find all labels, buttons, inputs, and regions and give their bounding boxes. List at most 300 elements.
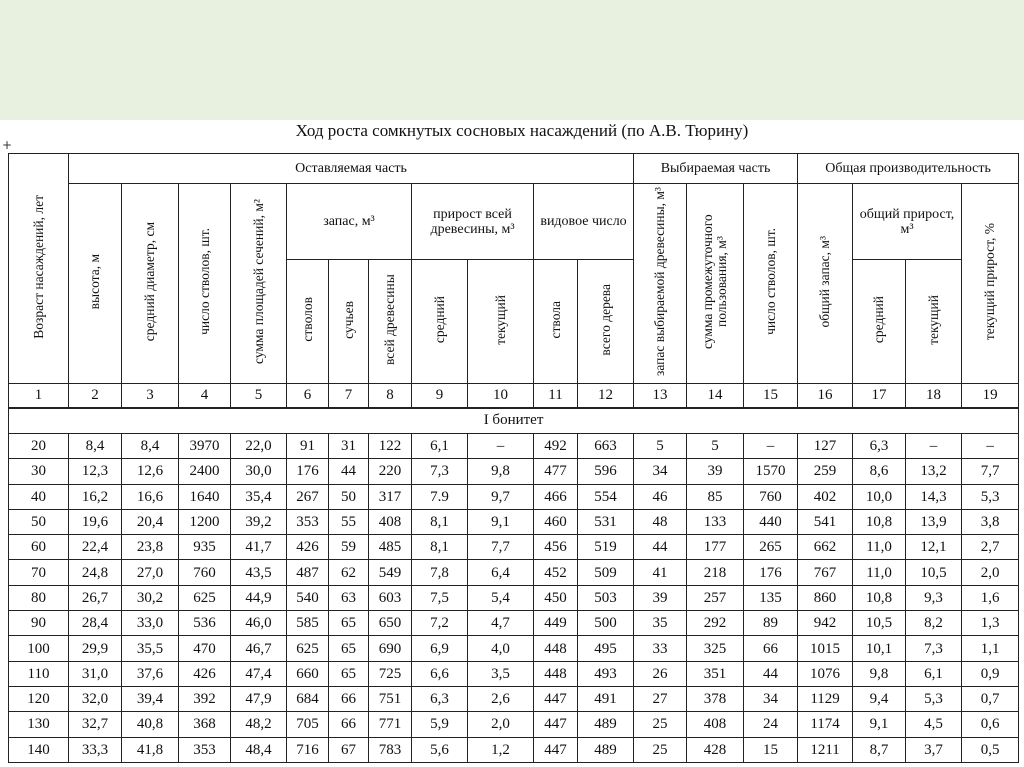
table-cell: 1,1 <box>962 636 1019 661</box>
header-height: высота, м <box>69 184 122 384</box>
table-cell: 489 <box>578 712 634 737</box>
table-cell: 426 <box>179 661 231 686</box>
table-cell: 783 <box>369 737 412 762</box>
table-cell: 487 <box>287 560 329 585</box>
table-cell: 408 <box>369 509 412 534</box>
table-cell: 705 <box>287 712 329 737</box>
table-cell: 7,2 <box>412 611 468 636</box>
table-cell: 1211 <box>798 737 853 762</box>
table-cell: 8,1 <box>412 535 468 560</box>
table-cell: 650 <box>369 611 412 636</box>
table-cell: 10,8 <box>853 509 906 534</box>
table-row <box>9 585 1019 610</box>
table-cell: 2,6 <box>468 686 534 711</box>
table-cell: 3,5 <box>468 661 534 686</box>
table-cell: 11,0 <box>853 535 906 560</box>
table-cell: 65 <box>329 636 369 661</box>
table-cell: 477 <box>534 459 578 484</box>
header-ff-tree: всего дерева <box>578 260 634 384</box>
table-cell: 50 <box>9 509 69 534</box>
table-cell: 80 <box>9 585 69 610</box>
table-cell: 10,8 <box>853 585 906 610</box>
column-number: 16 <box>798 384 853 408</box>
header-ff-stem: ствола <box>534 260 578 384</box>
table-cell: 1,6 <box>962 585 1019 610</box>
table-cell: 3,8 <box>962 509 1019 534</box>
table-cell: 509 <box>578 560 634 585</box>
table-cell: 6,6 <box>412 661 468 686</box>
table-cell: 0,5 <box>962 737 1019 762</box>
table-row <box>9 535 1019 560</box>
table-row <box>9 712 1019 737</box>
column-number: 17 <box>853 384 906 408</box>
table-cell: 460 <box>534 509 578 534</box>
table-cell: 65 <box>329 661 369 686</box>
table-cell: 660 <box>287 661 329 686</box>
table-cell: 1076 <box>798 661 853 686</box>
table-cell: 12,1 <box>906 535 962 560</box>
table-cell: 59 <box>329 535 369 560</box>
table-row <box>9 509 1019 534</box>
table-cell: 767 <box>798 560 853 585</box>
table-cell: 663 <box>578 434 634 459</box>
table-cell: 5 <box>634 434 687 459</box>
table-cell: – <box>744 434 798 459</box>
table-cell: 16,6 <box>122 484 179 509</box>
table-cell: 29,9 <box>69 636 122 661</box>
table-cell: 470 <box>179 636 231 661</box>
table-cell: 9,1 <box>468 509 534 534</box>
table-cell: 8,6 <box>853 459 906 484</box>
header-interim-sum: сумма промежуточного пользования, м³ <box>687 184 744 384</box>
table-cell: 554 <box>578 484 634 509</box>
table-cell: 2,0 <box>468 712 534 737</box>
table-cell: 218 <box>687 560 744 585</box>
table-cell: 1640 <box>179 484 231 509</box>
table-cell: 6,4 <box>468 560 534 585</box>
column-number: 14 <box>687 384 744 408</box>
table-cell: 257 <box>687 585 744 610</box>
column-number-row <box>9 384 1019 408</box>
table-cell: 67 <box>329 737 369 762</box>
table-cell: 2,0 <box>962 560 1019 585</box>
table-cell: 771 <box>369 712 412 737</box>
table-row <box>9 686 1019 711</box>
table-cell: 452 <box>534 560 578 585</box>
table-cell: 62 <box>329 560 369 585</box>
table-cell: 43,5 <box>231 560 287 585</box>
table-cell: 40,8 <box>122 712 179 737</box>
table-cell: 7,7 <box>468 535 534 560</box>
table-row <box>9 459 1019 484</box>
table-cell: 440 <box>744 509 798 534</box>
header-increment-all: прирост всей древесины, м³ <box>412 184 534 260</box>
table-cell: 177 <box>687 535 744 560</box>
table-cell: 1015 <box>798 636 853 661</box>
table-cell: 120 <box>9 686 69 711</box>
table-cell: 39 <box>634 585 687 610</box>
table-cell: 220 <box>369 459 412 484</box>
table-cell: 37,6 <box>122 661 179 686</box>
table-row <box>9 611 1019 636</box>
table-cell: 41,7 <box>231 535 287 560</box>
table-cell: 12,3 <box>69 459 122 484</box>
table-cell: 25 <box>634 737 687 762</box>
table-cell: 25 <box>634 712 687 737</box>
table-cell: 549 <box>369 560 412 585</box>
table-cell: 35 <box>634 611 687 636</box>
table-cell: 15 <box>744 737 798 762</box>
table-cell: 0,6 <box>962 712 1019 737</box>
table-row <box>9 434 1019 459</box>
table-cell: 41 <box>634 560 687 585</box>
table-cell: 408 <box>687 712 744 737</box>
table-cell: 9,3 <box>906 585 962 610</box>
column-number: 13 <box>634 384 687 408</box>
table-cell: 0,7 <box>962 686 1019 711</box>
table-cell: 8,4 <box>69 434 122 459</box>
table-cell: 28,4 <box>69 611 122 636</box>
header-group-remaining: Оставляемая часть <box>69 154 634 184</box>
table-cell: 9,7 <box>468 484 534 509</box>
table-cell: – <box>962 434 1019 459</box>
column-number: 4 <box>179 384 231 408</box>
header-stock-branches: сучьев <box>329 260 369 384</box>
column-number: 9 <box>412 384 468 408</box>
header-group-harvest: Выбираемая часть <box>634 154 798 184</box>
table-cell: 5 <box>687 434 744 459</box>
table-cell: 41,8 <box>122 737 179 762</box>
table-cell: 39,4 <box>122 686 179 711</box>
table-cell: 48,2 <box>231 712 287 737</box>
table-cell: 8,2 <box>906 611 962 636</box>
header-harvest-stock: запас выбираемой древесины, м³ <box>634 184 687 384</box>
column-number: 15 <box>744 384 798 408</box>
table-cell: 47,4 <box>231 661 287 686</box>
table-cell: 5,3 <box>962 484 1019 509</box>
table-move-handle[interactable]: + <box>2 138 13 152</box>
table-cell: 39 <box>687 459 744 484</box>
growth-table-wrapper <box>8 153 1018 763</box>
table-cell: 31 <box>329 434 369 459</box>
table-cell: 9,4 <box>853 686 906 711</box>
table-cell: 110 <box>9 661 69 686</box>
header-total-incr-mean: средний <box>853 260 906 384</box>
table-cell: 22,0 <box>231 434 287 459</box>
table-cell: 30,2 <box>122 585 179 610</box>
table-cell: 596 <box>578 459 634 484</box>
table-cell: 7,8 <box>412 560 468 585</box>
table-cell: 44 <box>744 661 798 686</box>
table-cell: 35,4 <box>231 484 287 509</box>
table-cell: 27,0 <box>122 560 179 585</box>
header-current-incr-pct: текущий прирост, % <box>962 184 1019 384</box>
table-cell: 491 <box>578 686 634 711</box>
table-cell: 33,3 <box>69 737 122 762</box>
table-cell: 32,0 <box>69 686 122 711</box>
table-cell: 292 <box>687 611 744 636</box>
table-cell: 39,2 <box>231 509 287 534</box>
column-number: 6 <box>287 384 329 408</box>
table-cell: 662 <box>798 535 853 560</box>
table-cell: 392 <box>179 686 231 711</box>
table-cell: 10,0 <box>853 484 906 509</box>
table-cell: 265 <box>744 535 798 560</box>
table-row <box>9 661 1019 686</box>
table-cell: 24,8 <box>69 560 122 585</box>
table-cell: 368 <box>179 712 231 737</box>
table-cell: 11,0 <box>853 560 906 585</box>
table-cell: 503 <box>578 585 634 610</box>
table-cell: 426 <box>287 535 329 560</box>
table-cell: 32,7 <box>69 712 122 737</box>
table-cell: 133 <box>687 509 744 534</box>
table-cell: 1174 <box>798 712 853 737</box>
table-cell: 5,4 <box>468 585 534 610</box>
table-cell: 447 <box>534 712 578 737</box>
top-banner <box>0 0 1024 120</box>
table-cell: 6,3 <box>853 434 906 459</box>
table-cell: 90 <box>9 611 69 636</box>
column-number: 18 <box>906 384 962 408</box>
header-incr-mean: средний <box>412 260 468 384</box>
table-cell: 6,1 <box>906 661 962 686</box>
column-number: 2 <box>69 384 122 408</box>
table-cell: 22,4 <box>69 535 122 560</box>
table-cell: 690 <box>369 636 412 661</box>
table-cell: 9,8 <box>853 661 906 686</box>
table-cell: 176 <box>744 560 798 585</box>
table-cell: 4,0 <box>468 636 534 661</box>
table-cell: 60 <box>9 535 69 560</box>
table-cell: 449 <box>534 611 578 636</box>
section-label: I бонитет <box>9 408 1019 434</box>
table-cell: 85 <box>687 484 744 509</box>
column-number: 7 <box>329 384 369 408</box>
table-cell: 716 <box>287 737 329 762</box>
table-cell: 428 <box>687 737 744 762</box>
table-cell: 6,1 <box>412 434 468 459</box>
table-cell: 489 <box>578 737 634 762</box>
table-cell: 10,1 <box>853 636 906 661</box>
table-cell: 26,7 <box>69 585 122 610</box>
table-cell: 402 <box>798 484 853 509</box>
table-cell: 91 <box>287 434 329 459</box>
table-cell: 44 <box>329 459 369 484</box>
table-cell: 942 <box>798 611 853 636</box>
table-cell: 23,8 <box>122 535 179 560</box>
table-cell: 760 <box>744 484 798 509</box>
table-cell: 1,2 <box>468 737 534 762</box>
table-cell: 6,3 <box>412 686 468 711</box>
table-cell: 447 <box>534 737 578 762</box>
page-title: Ход роста сомкнутых сосновых насаждений (по А.В. Тюрину) <box>295 121 749 140</box>
column-number: 3 <box>122 384 179 408</box>
table-cell: 7,3 <box>906 636 962 661</box>
table-cell: 135 <box>744 585 798 610</box>
table-cell: 46,7 <box>231 636 287 661</box>
table-cell: 10,5 <box>906 560 962 585</box>
table-cell: 12,6 <box>122 459 179 484</box>
column-number: 19 <box>962 384 1019 408</box>
column-number: 10 <box>468 384 534 408</box>
table-cell: 34 <box>634 459 687 484</box>
section-row <box>9 408 1019 434</box>
table-cell: 935 <box>179 535 231 560</box>
table-cell: 13,2 <box>906 459 962 484</box>
table-cell: 5,3 <box>906 686 962 711</box>
table-cell: 66 <box>329 712 369 737</box>
table-cell: 317 <box>369 484 412 509</box>
table-cell: 66 <box>744 636 798 661</box>
table-cell: 14,3 <box>906 484 962 509</box>
table-cell: 3,7 <box>906 737 962 762</box>
table-cell: 1,3 <box>962 611 1019 636</box>
table-cell: 760 <box>179 560 231 585</box>
table-cell: 725 <box>369 661 412 686</box>
table-cell: 50 <box>329 484 369 509</box>
table-cell: 351 <box>687 661 744 686</box>
table-cell: 448 <box>534 636 578 661</box>
table-cell: 531 <box>578 509 634 534</box>
table-cell: 585 <box>287 611 329 636</box>
header-group-total: Общая производительность <box>798 154 1019 184</box>
table-cell: 450 <box>534 585 578 610</box>
table-cell: 130 <box>9 712 69 737</box>
table-cell: 122 <box>369 434 412 459</box>
table-cell: 448 <box>534 661 578 686</box>
header-harvest-stems: число стволов, шт. <box>744 184 798 384</box>
table-cell: 127 <box>798 434 853 459</box>
table-cell: 46,0 <box>231 611 287 636</box>
table-cell: 259 <box>798 459 853 484</box>
table-cell: 65 <box>329 611 369 636</box>
table-cell: 540 <box>287 585 329 610</box>
table-cell: 751 <box>369 686 412 711</box>
header-diameter: средний диаметр, см <box>122 184 179 384</box>
table-cell: 536 <box>179 611 231 636</box>
table-cell: 33 <box>634 636 687 661</box>
table-cell: 47,9 <box>231 686 287 711</box>
table-cell: 0,9 <box>962 661 1019 686</box>
table-cell: 16,2 <box>69 484 122 509</box>
table-cell: 485 <box>369 535 412 560</box>
table-cell: 27 <box>634 686 687 711</box>
table-cell: 492 <box>534 434 578 459</box>
table-cell: 8,1 <box>412 509 468 534</box>
table-cell: 3970 <box>179 434 231 459</box>
table-cell: 378 <box>687 686 744 711</box>
table-cell: 8,4 <box>122 434 179 459</box>
column-number: 11 <box>534 384 578 408</box>
header-stock: запас, м³ <box>287 184 412 260</box>
table-cell: 860 <box>798 585 853 610</box>
table-row <box>9 636 1019 661</box>
table-cell: 55 <box>329 509 369 534</box>
table-cell: 46 <box>634 484 687 509</box>
table-cell: 66 <box>329 686 369 711</box>
table-cell: 5,9 <box>412 712 468 737</box>
table-cell: 1129 <box>798 686 853 711</box>
table-cell: 1200 <box>179 509 231 534</box>
table-cell: 31,0 <box>69 661 122 686</box>
column-number: 8 <box>369 384 412 408</box>
table-cell: 9,1 <box>853 712 906 737</box>
table-cell: 10,5 <box>853 611 906 636</box>
header-age: Возраст насаждений, лет <box>9 154 69 384</box>
table-cell: 519 <box>578 535 634 560</box>
table-cell: 70 <box>9 560 69 585</box>
column-number: 12 <box>578 384 634 408</box>
header-total-increment: общий прирост, м³ <box>853 184 962 260</box>
table-cell: 495 <box>578 636 634 661</box>
table-cell: 5,6 <box>412 737 468 762</box>
table-cell: 34 <box>744 686 798 711</box>
table-cell: 20 <box>9 434 69 459</box>
header-stock-stems: стволов <box>287 260 329 384</box>
header-stems-count: число стволов, шт. <box>179 184 231 384</box>
table-cell: 4,5 <box>906 712 962 737</box>
table-row <box>9 737 1019 762</box>
table-cell: – <box>468 434 534 459</box>
table-cell: 541 <box>798 509 853 534</box>
table-cell: 44,9 <box>231 585 287 610</box>
table-cell: 353 <box>179 737 231 762</box>
table-cell: 48,4 <box>231 737 287 762</box>
table-cell: 684 <box>287 686 329 711</box>
table-cell: 625 <box>179 585 231 610</box>
table-cell: 6,9 <box>412 636 468 661</box>
header-total-incr-current: текущий <box>906 260 962 384</box>
table-cell: 603 <box>369 585 412 610</box>
column-number: 5 <box>231 384 287 408</box>
table-cell: 26 <box>634 661 687 686</box>
column-number: 1 <box>9 384 69 408</box>
table-cell: 48 <box>634 509 687 534</box>
table-cell: 7.9 <box>412 484 468 509</box>
table-cell: 353 <box>287 509 329 534</box>
table-cell: 447 <box>534 686 578 711</box>
table-cell: 325 <box>687 636 744 661</box>
header-basal-area: сумма площадей сечений, м² <box>231 184 287 384</box>
table-cell: 33,0 <box>122 611 179 636</box>
table-cell: 89 <box>744 611 798 636</box>
table-cell: 30 <box>9 459 69 484</box>
table-row <box>9 484 1019 509</box>
table-cell: 625 <box>287 636 329 661</box>
table-cell: 493 <box>578 661 634 686</box>
table-cell: 100 <box>9 636 69 661</box>
table-cell: 7,3 <box>412 459 468 484</box>
table-cell: 4,7 <box>468 611 534 636</box>
table-cell: 500 <box>578 611 634 636</box>
table-row <box>9 560 1019 585</box>
table-cell: 176 <box>287 459 329 484</box>
table-cell: 2400 <box>179 459 231 484</box>
table-cell: 7,5 <box>412 585 468 610</box>
header-form-factor: видовое число <box>534 184 634 260</box>
table-cell: 140 <box>9 737 69 762</box>
header-total-stock: общий запас, м³ <box>798 184 853 384</box>
table-cell: 24 <box>744 712 798 737</box>
table-cell: 35,5 <box>122 636 179 661</box>
table-cell: 7,7 <box>962 459 1019 484</box>
header-stock-all: всей древесины <box>369 260 412 384</box>
table-cell: 40 <box>9 484 69 509</box>
table-cell: 19,6 <box>69 509 122 534</box>
table-cell: 9,8 <box>468 459 534 484</box>
table-cell: 8,7 <box>853 737 906 762</box>
